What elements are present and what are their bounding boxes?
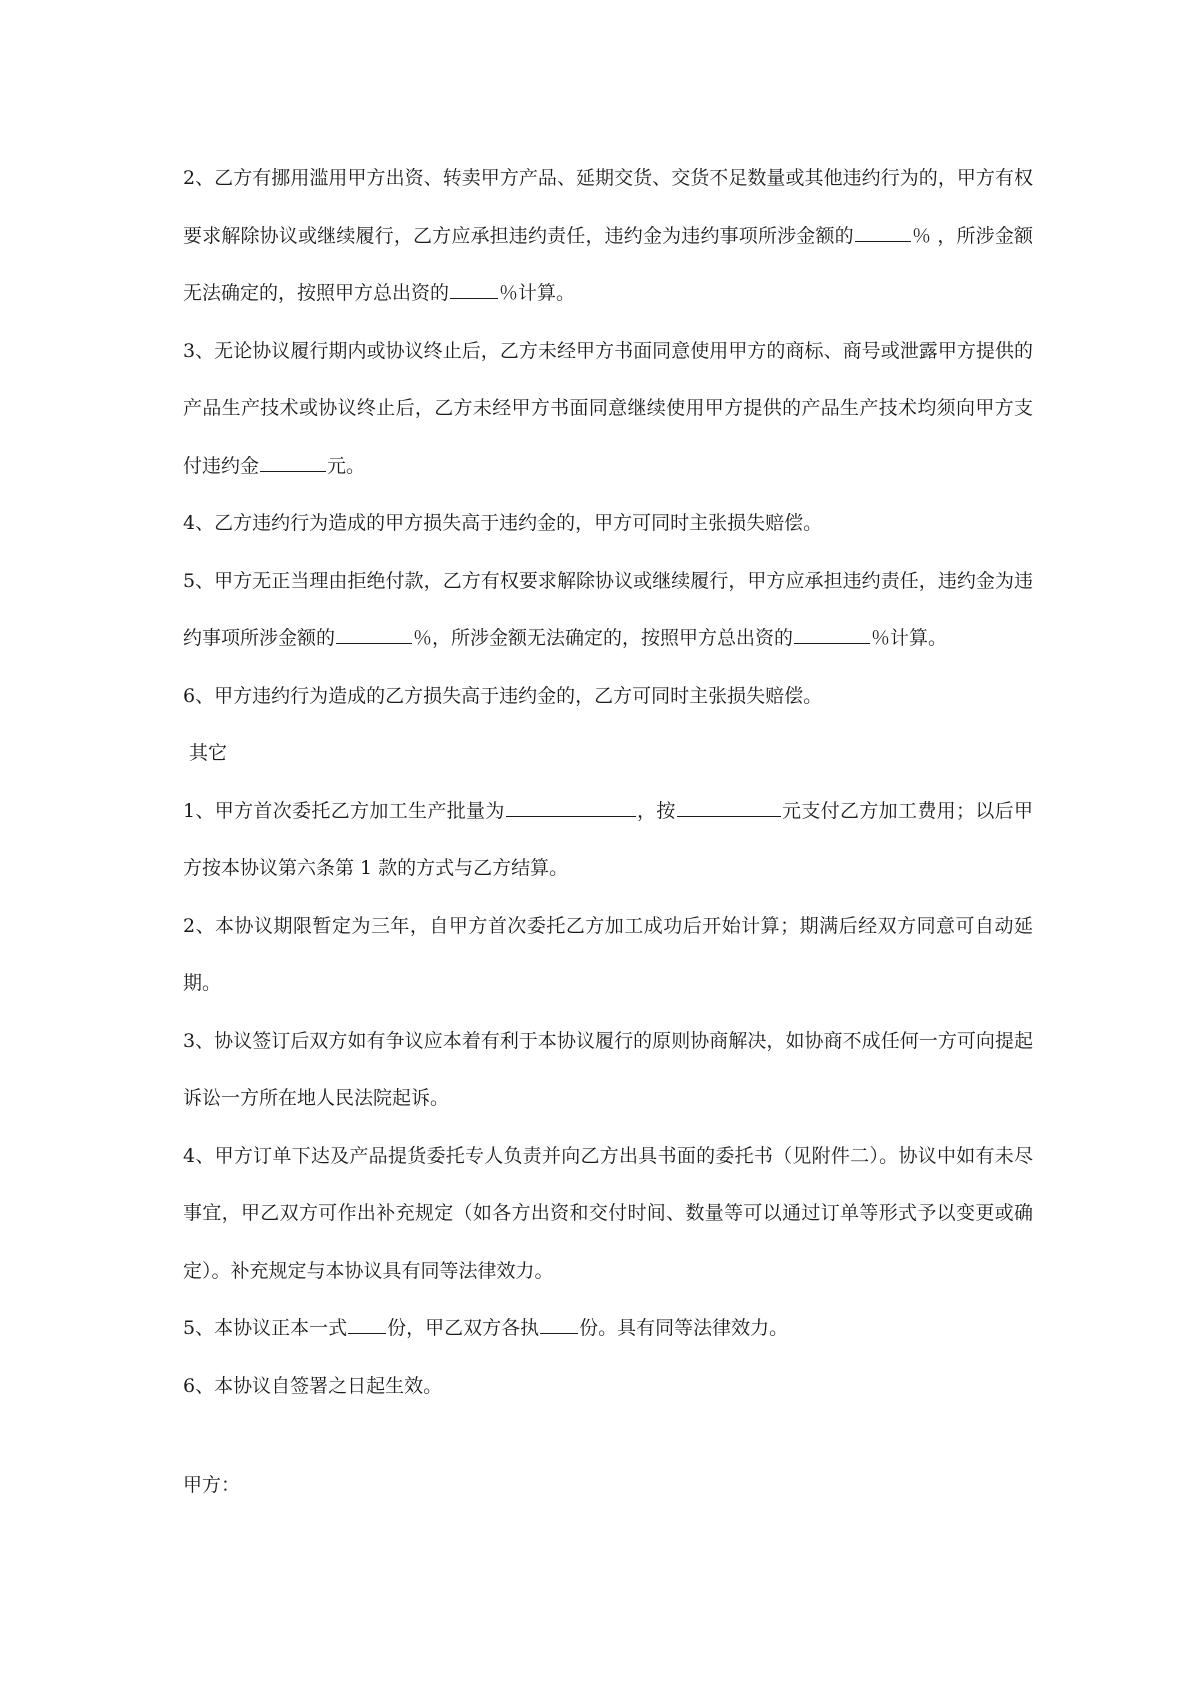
clause-text: 6、本协议自签署之日起生效。	[183, 1374, 443, 1397]
clause-breach-5	[183, 553, 1033, 668]
clause-text: ，按	[636, 799, 676, 822]
clause-breach-2	[183, 150, 1033, 323]
clause-text: 元支付乙方加工费用；以后甲方按本协议第六条第 1 款的方式与乙方结算。	[183, 799, 1033, 879]
clause-text: ％ ，所涉金额无法确定的，按照甲方总出资的	[183, 224, 1033, 304]
fill-blank	[794, 642, 870, 644]
clause-text: 1、甲方首次委托乙方加工生产批量为	[183, 799, 505, 822]
fill-blank	[855, 240, 911, 242]
fill-blank	[260, 470, 326, 472]
clause-breach-4	[183, 495, 1033, 553]
fill-blank	[336, 642, 412, 644]
clause-text: 5、甲方无正当理由拒绝付款，乙方有权要求解除协议或继续履行，甲方应承担违约责任，违约金为违约事项所涉金额的	[183, 569, 1033, 649]
clause-other-4	[183, 1128, 1033, 1301]
clause-breach-3	[183, 323, 1033, 496]
fill-blank	[677, 815, 781, 817]
clause-text: 2、本协议期限暂定为三年，自甲方首次委托乙方加工成功后开始计算；期满后经双方同意可自动延期。	[183, 914, 1033, 994]
clause-text: 5、本协议正本一式	[183, 1317, 348, 1339]
clause-text: 4、乙方违约行为造成的甲方损失高于违约金的，甲方可同时主张损失赔偿。	[183, 512, 823, 534]
clause-other-5	[183, 1300, 1033, 1358]
clause-other-3	[183, 1013, 1033, 1128]
clause-text: ％，所涉金额无法确定的，按照甲方总出资的	[413, 627, 794, 649]
section-title-other: 其它	[189, 742, 228, 764]
clause-other-6	[183, 1358, 1033, 1416]
clause-other-2	[183, 898, 1033, 1013]
fill-blank	[540, 1332, 578, 1334]
fill-blank	[506, 815, 636, 817]
clause-text: 4、甲方订单下达及产品提货委托专人负责并向乙方出具书面的委托书（见附件二）。协议中如有未尽事宜，甲乙双方可作出补充规定（如各方出资和交付时间、数量等可以通过订单等形式予以变更或确定）。补充规定与本协议具有同等法律效力。	[183, 1144, 1033, 1282]
fill-blank	[450, 297, 498, 299]
clause-text: 3、协议签订后双方如有争议应本着有利于本协议履行的原则协商解决，如协商不成任何一方可向提起诉讼一方所在地人民法院起诉。	[183, 1029, 1033, 1109]
clause-text: ％计算。	[499, 282, 576, 304]
fill-blank	[348, 1332, 386, 1334]
clause-other-1	[183, 783, 1033, 898]
clause-text: 6、甲方违约行为造成的乙方损失高于违约金的，乙方可同时主张损失赔偿。	[183, 684, 823, 707]
clause-breach-6	[183, 668, 1033, 726]
signature-party-a: 甲方：	[183, 1474, 241, 1496]
clause-text: 份。具有同等法律效力。	[579, 1317, 789, 1339]
clause-text: ％计算。	[871, 627, 948, 649]
clause-text: 3、无论协议履行期内或协议终止后，乙方未经甲方书面同意使用甲方的商标、商号或泄露甲方提供的产品生产技术或协议终止后，乙方未经甲方书面同意继续使用甲方提供的产品生产技术均须向甲方支付违约金	[183, 339, 1033, 477]
document-body	[183, 150, 1033, 1515]
signature-spacer	[183, 1415, 1033, 1457]
clause-text: 元。	[327, 454, 366, 477]
clause-text: 份，甲乙双方各执	[387, 1317, 540, 1339]
clause-text: 2、乙方有挪用滥用甲方出资、转卖甲方产品、延期交货、交货不足数量或其他违约行为的，甲方有权要求解除协议或继续履行，乙方应承担违约责任，违约金为违约事项所涉金额的	[183, 167, 1033, 247]
